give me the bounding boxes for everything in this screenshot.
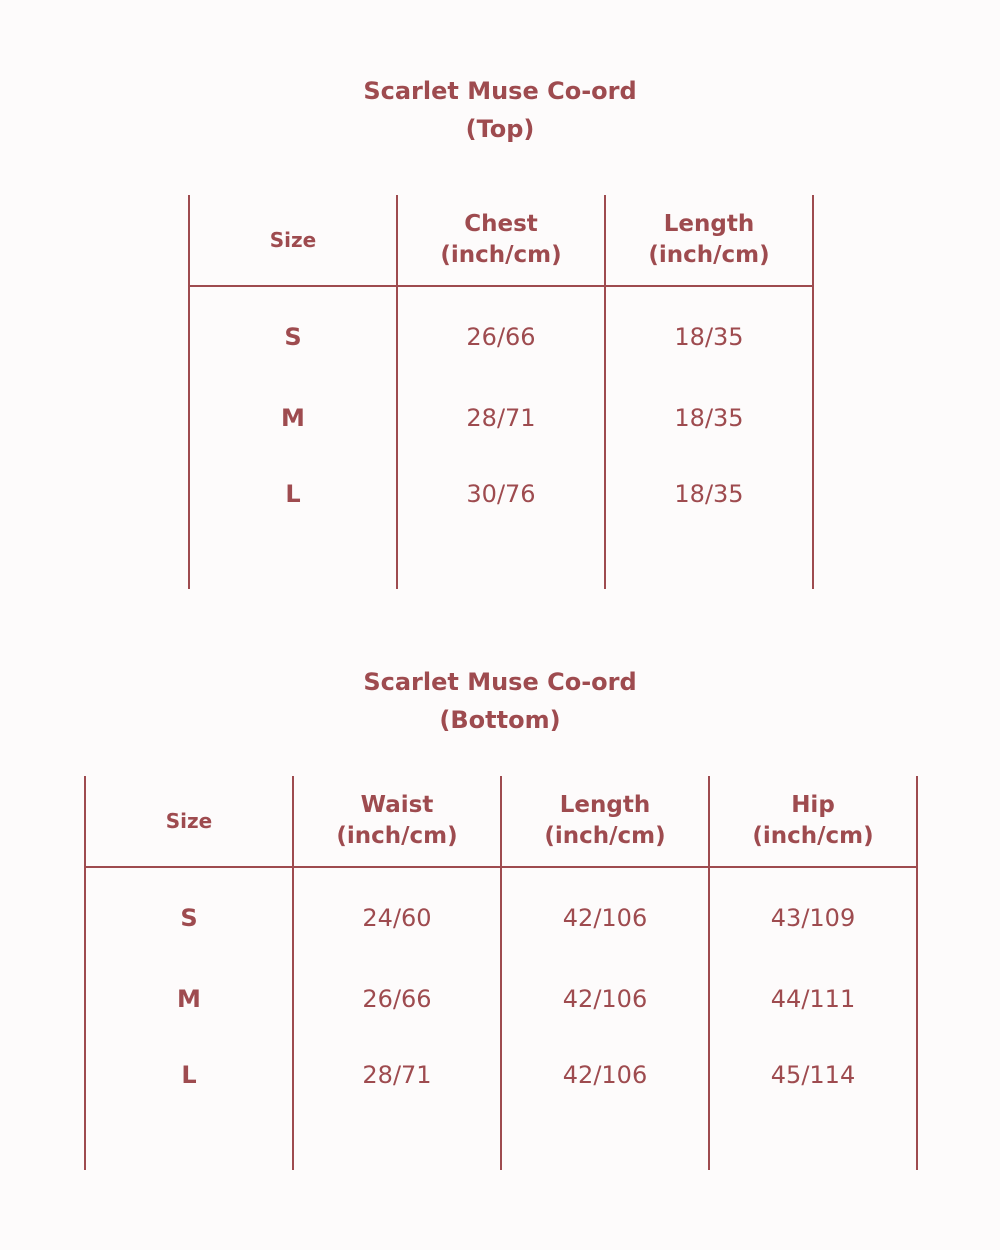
table-row (85, 1030, 917, 1120)
hip-cell: 45/114 (709, 1030, 917, 1120)
bottom-header-size (85, 776, 293, 867)
spacer-cell (85, 1120, 293, 1170)
bottom-title-line1: Scarlet Muse Co-ord (363, 668, 637, 696)
length-cell: 42/106 (501, 968, 709, 1030)
bottom-title-line2: (Bottom) (439, 706, 561, 734)
top-title (0, 72, 1000, 148)
size-cell: M (85, 968, 293, 1030)
waist-cell: 28/71 (293, 1030, 501, 1120)
hip-cell: 43/109 (709, 867, 917, 968)
bottom-header-length (501, 776, 709, 867)
table-row (189, 449, 813, 539)
length-cell: 18/35 (605, 449, 813, 539)
table-spacer-row (189, 539, 813, 589)
table-spacer-row (85, 1120, 917, 1170)
chest-cell: 28/71 (397, 387, 605, 449)
size-cell: S (85, 867, 293, 968)
top-header-chest-label: Chest (464, 211, 538, 237)
top-header-length-unit: (inch/cm) (648, 242, 770, 268)
bottom-header-hip-unit: (inch/cm) (752, 823, 874, 849)
spacer-cell (293, 1120, 501, 1170)
bottom-header-length-label: Length (559, 792, 651, 818)
bottom-header-waist (293, 776, 501, 867)
spacer-cell (397, 539, 605, 589)
top-header-chest-unit: (inch/cm) (440, 242, 562, 268)
bottom-header-hip-label: Hip (791, 792, 835, 818)
top-header-length (605, 195, 813, 286)
size-cell: L (85, 1030, 293, 1120)
length-cell: 18/35 (605, 387, 813, 449)
bottom-title (0, 663, 1000, 739)
top-header-row (189, 195, 813, 286)
spacer-cell (709, 1120, 917, 1170)
size-cell: M (189, 387, 397, 449)
spacer-cell (189, 539, 397, 589)
table-row (85, 968, 917, 1030)
top-size-chart (188, 195, 814, 589)
length-cell: 18/35 (605, 286, 813, 387)
bottom-header-size-label: Size (165, 808, 213, 833)
chest-cell: 26/66 (397, 286, 605, 387)
bottom-header-waist-unit: (inch/cm) (336, 823, 458, 849)
top-header-length-label: Length (663, 211, 755, 237)
chest-cell: 30/76 (397, 449, 605, 539)
spacer-cell (501, 1120, 709, 1170)
top-title-line1: Scarlet Muse Co-ord (363, 77, 637, 105)
top-header-chest (397, 195, 605, 286)
table-row (85, 867, 917, 968)
length-cell: 42/106 (501, 867, 709, 968)
table-row (189, 387, 813, 449)
top-header-size (189, 195, 397, 286)
bottom-header-length-unit: (inch/cm) (544, 823, 666, 849)
spacer-cell (605, 539, 813, 589)
bottom-header-row (85, 776, 917, 867)
bottom-header-hip (709, 776, 917, 867)
bottom-size-chart (84, 776, 918, 1170)
length-cell: 42/106 (501, 1030, 709, 1120)
top-title-line2: (Top) (465, 115, 535, 143)
top-header-size-label: Size (269, 227, 317, 252)
size-cell: L (189, 449, 397, 539)
waist-cell: 26/66 (293, 968, 501, 1030)
waist-cell: 24/60 (293, 867, 501, 968)
size-cell: S (189, 286, 397, 387)
bottom-header-waist-label: Waist (360, 792, 434, 818)
table-row (189, 286, 813, 387)
hip-cell: 44/111 (709, 968, 917, 1030)
